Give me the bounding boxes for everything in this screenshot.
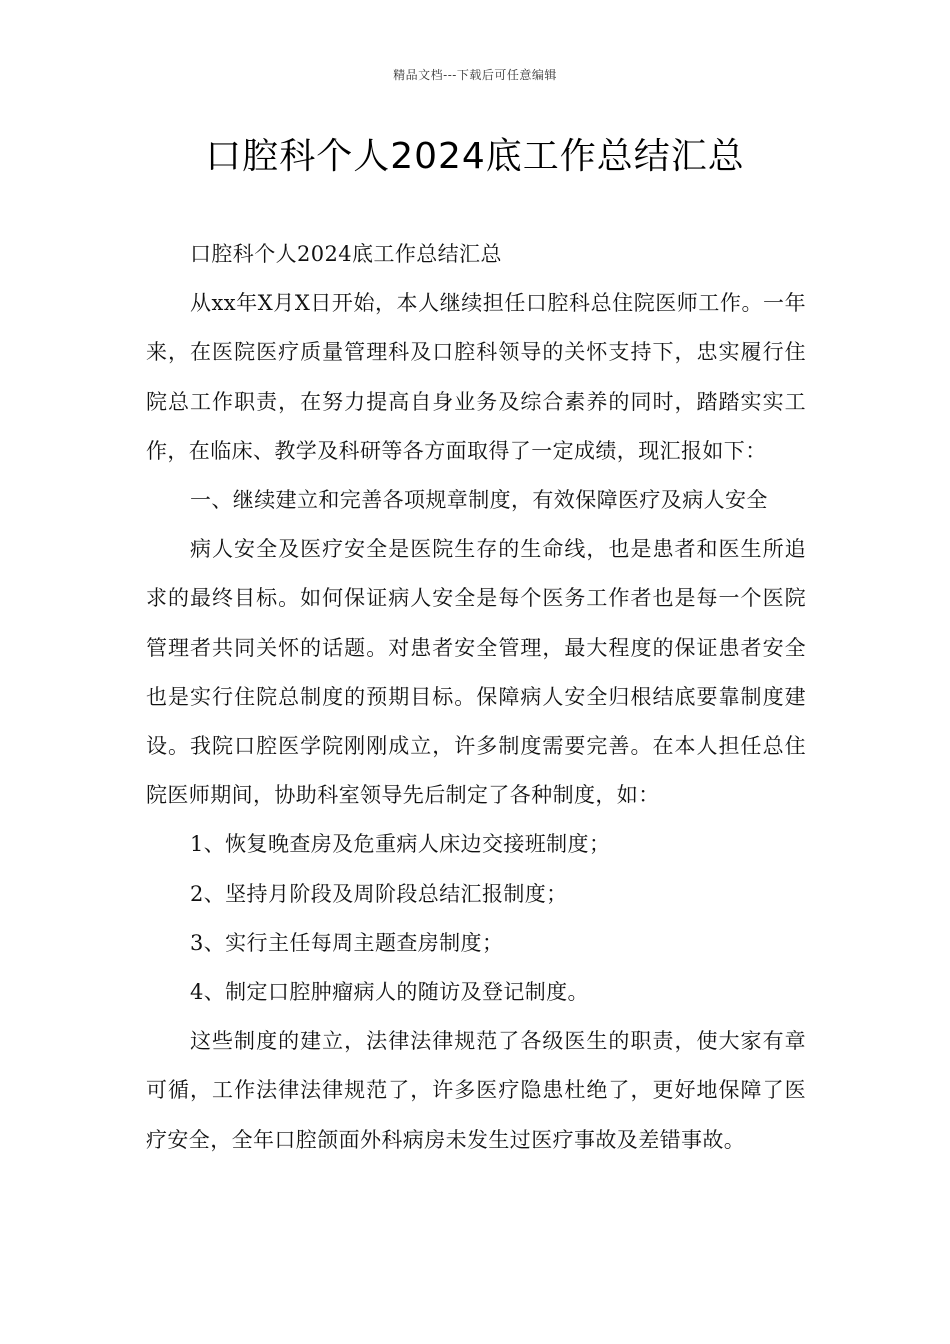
body-paragraph: 这些制度的建立，法律法律规范了各级医生的职责，使大家有章可循，工作法律法律规范了，许多医疗隐患杜绝了，更好地保障了医疗安全，全年口腔颌面外科病房未发生过医疗事故及差错事故。: [146, 1029, 806, 1152]
body-paragraph: 从xx年X月X日开始，本人继续担任口腔科总住院医师工作。一年来，在医院医疗质量管理科及口腔科领导的关怀支持下，忠实履行住院总工作职责，在努力提高自身业务及综合素养的同时，踏踏实实工作，在临床、教学及科研等各方面取得了一定成绩，现汇报如下：: [146, 291, 806, 463]
header-note: 精品文档---下载后可任意编辑: [393, 68, 557, 82]
body-paragraph: 病人安全及医疗安全是医院生存的生命线，也是患者和医生所追求的最终目标。如何保证病人安全是每个医务工作者也是每一个医院管理者共同关怀的话题。对患者安全管理，最大程度的保证患者安全也是实行住院总制度的预期目标。保障病人安全归根结底要靠制度建设。我院口腔医学院刚刚成立，许多制度需要完善。在本人担任总住院医师期间，协助科室领导先后制定了各种制度，如：: [146, 537, 806, 808]
body-paragraph: 口腔科个人2024底工作总结汇总: [190, 242, 502, 266]
list-item: 1、恢复晚查房及危重病人床边交接班制度；: [190, 832, 611, 857]
section-heading: 一、继续建立和完善各项规章制度，有效保障医疗及病人安全: [190, 488, 768, 513]
document-title: 口腔科个人2024底工作总结汇总: [205, 136, 745, 177]
list-item: 4、制定口腔肿瘤病人的随访及登记制度。: [190, 980, 589, 1005]
list-item: 3、实行主任每周主题查房制度；: [190, 930, 504, 955]
list-item: 2、坚持月阶段及周阶段总结汇报制度；: [190, 881, 568, 906]
document-body: [146, 230, 806, 1165]
